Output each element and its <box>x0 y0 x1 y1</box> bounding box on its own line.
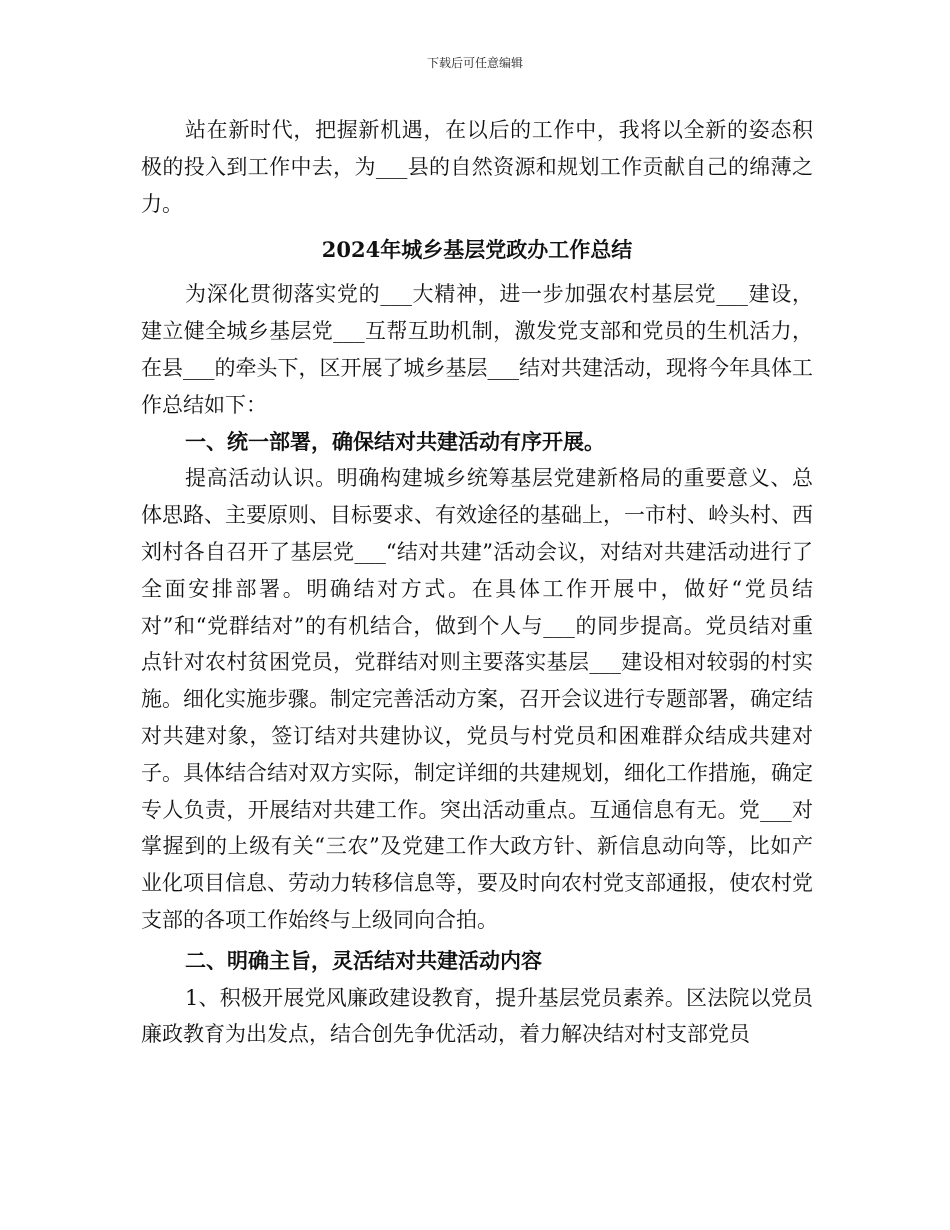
section-heading-1: 一、统一部署，确保结对共建活动有序开展。 <box>185 428 605 454</box>
paragraph-overview: 为深化贯彻落实党的___大精神，进一步加强农村基层党___建设，建立健全城乡基层党___互帮互助机制，激发党支部和党员的生机活力，在县___的牵头下，区开展了城乡基层___结对共建活动，现将今年具体工作总结如下： <box>141 282 813 417</box>
paragraph-section-1: 提高活动认识。明确构建城乡统筹基层党建新格局的重要意义、总体思路、主要原则、目标要求、有效途径的基础上，一市村、岭头村、西刘村各自召开了基层党___“结对共建”活动会议，对结对共建活动进行了全面安排部署。明确结对方式。在具体工作开展中，做好“党员结对”和“党群结对”的有机结合，做到个人与___的同步提高。党员结对重点针对农村贫困党员，党群结对则主要落实基层___建设相对较弱的村实施。细化实施步骤。制定完善活动方案，召开会议进行专题部署，确定结对共建对象，签订结对共建协议，党员与村党员和困难群众结成共建对子。具体结合结对双方实际，制定详细的共建规划，细化工作措施，确定专人负责，开展结对共建工作。突出活动重点。互通信息有无。党___对掌握到的上级有关“三农”及党建工作大政方针、新信息动向等，比如产业化项目信息、劳动力转移信息等，要及时向农村党支部通报，使农村党支部的各项工作始终与上级同向合拍。 <box>141 466 813 932</box>
page-header-note: 下载后可任意编辑 <box>426 56 523 70</box>
paragraph-intro: 站在新时代，把握新机遇，在以后的工作中，我将以全新的姿态积极的投入到工作中去，为___县的自然资源和规划工作贡献自己的绵薄之力。 <box>141 118 813 216</box>
document-title: 2024年城乡基层党政办工作总结 <box>321 237 633 263</box>
document-body <box>141 112 813 1053</box>
section-heading-2: 二、明确主旨，灵活结对共建活动内容 <box>185 947 542 973</box>
paragraph-section-2: 1、积极开展党风廉政建设教育，提升基层党员素养。区法院以党员廉政教育为出发点，结合创先争优活动，着力解决结对村支部党员 <box>141 985 813 1047</box>
